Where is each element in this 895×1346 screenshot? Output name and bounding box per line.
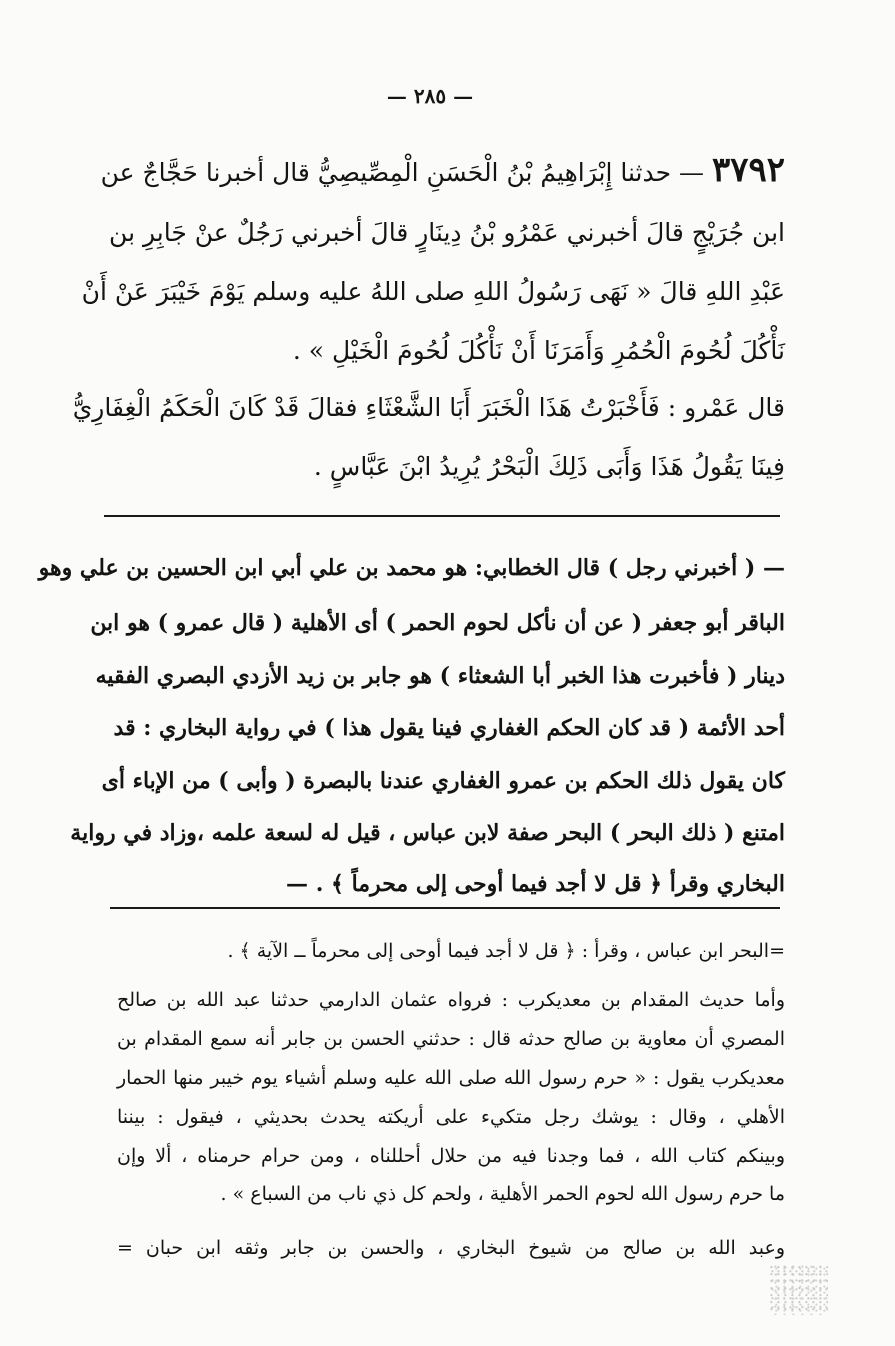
commentary-line-7: البخاري وقرأ ﴿ قل لا أجد فيما أوحى إلى محرماً ﴾ . — [286, 871, 785, 897]
commentary-line-2: الباقر أبو جعفر ( عن أن نأكل لحوم الحمر ) أى الأهلية ( قال عمرو ) هو ابن [90, 610, 785, 636]
footnote-line-3: المصري أن معاوية بن صالح حدثه قال : حدثني الحسن بن جابر أنه سمع المقدام بن [117, 1028, 785, 1050]
footnote-line-2: وأما حديث المقدام بن معديكرب : فرواه عثمان الدارمي حدثنا عبد الله بن صالح [117, 989, 785, 1011]
commentary-line-6: امتنع ( ذلك البحر ) البحر صفة لابن عباس ، قيل له لسعة علمه ،وزاد في رواية [70, 820, 785, 846]
commentary-line-3: دينار ( فأخبرت هذا الخبر أبا الشعثاء ) هو جابر بن زيد الأزدي البصري الفقيه [95, 663, 785, 689]
footnote-line-5: الأهلي ، وقال : يوشك رجل متكيء على أريكته يحدث بحديثي ، فيقول : بيننا [117, 1106, 785, 1128]
footnote-line-4: معديكرب يقول : « حرم رسول الله صلى الله عليه وسلم أشياء يوم خيبر منها الحمار [117, 1067, 785, 1089]
footnote-line-6: وبينكم كتاب الله ، فما وجدنا فيه من حلال أحللناه ، ومن حرام حرمناه ، ألا وإن [117, 1145, 785, 1167]
hadith-line-6: فِينَا يَقُولُ هَذَا وَأَبَى ذَلِكَ الْبَحْرُ يُرِيدُ ابْنَ عَبَّاسٍ . [313, 452, 785, 481]
scan-noise-mark [770, 1265, 828, 1315]
divider-rule-2 [110, 907, 780, 909]
hadith-line-4: نَأْكُلَ لُحُومَ الْحُمُرِ وَأَمَرَنَا أَنْ نَأْكُلَ لُحُومَ الْخَيْلِ » . [292, 336, 785, 365]
hadith-number: ٣٧٩٢ [711, 150, 785, 190]
footnote-line-1: =البحر ابن عباس ، وقرأ : ﴿ قل لا أجد فيما أوحى إلى محرماً ــ الآية ﴾ . [227, 940, 785, 962]
hadith-line-1-text: — حدثنا إِبْرَاهِيمُ بْنُ الْحَسَنِ الْمِصِّيصِيُّ قال أخبرنا حَجَّاجٌ عن [100, 158, 704, 187]
commentary-line-1: — ( أخبرني رجل ) قال الخطابي: هو محمد بن علي أبي ابن الحسين بن علي وهو [38, 555, 785, 581]
hadith-line-5: قال عَمْرو : فَأَخْبَرْتُ هَذَا الْخَبَرَ أَبَا الشَّعْثَاءِ فقالَ قَدْ كَانَ الْحَكَمُ الْغِفَارِيُّ [72, 393, 785, 422]
footnote-line-7: ما حرم رسول الله لحوم الحمر الأهلية ، ولحم كل ذي ناب من السباع » . [220, 1183, 785, 1205]
hadith-line-3: عَبْدِ اللهِ قالَ « نَهَى رَسُولُ اللهِ صلى اللهُ عليه وسلم يَوْمَ خَيْبَرَ عَنْ أَنْ [81, 277, 785, 306]
footnote-line-8: وعبد الله بن صالح من شيوخ البخاري ، والحسن بن جابر وثقه ابن حبان = [117, 1237, 785, 1259]
divider-rule-1 [104, 515, 780, 517]
page-number: — ٢٨٥ — [386, 84, 474, 108]
hadith-line-2: ابن جُرَيْجٍ قالَ أخبرني عَمْرُو بْنُ دِينَارٍ قالَ أخبرني رَجُلٌ عنْ جَابِرِ بن [109, 218, 785, 247]
commentary-line-4: أحد الأئمة ( قد كان الحكم الغفاري فينا يقول هذا ) في رواية البخاري : قد [113, 715, 785, 741]
commentary-line-5: كان يقول ذلك الحكم بن عمرو الغفاري عندنا بالبصرة ( وأبى ) من الإباء أى [101, 768, 785, 794]
hadith-line-1 [100, 142, 785, 198]
